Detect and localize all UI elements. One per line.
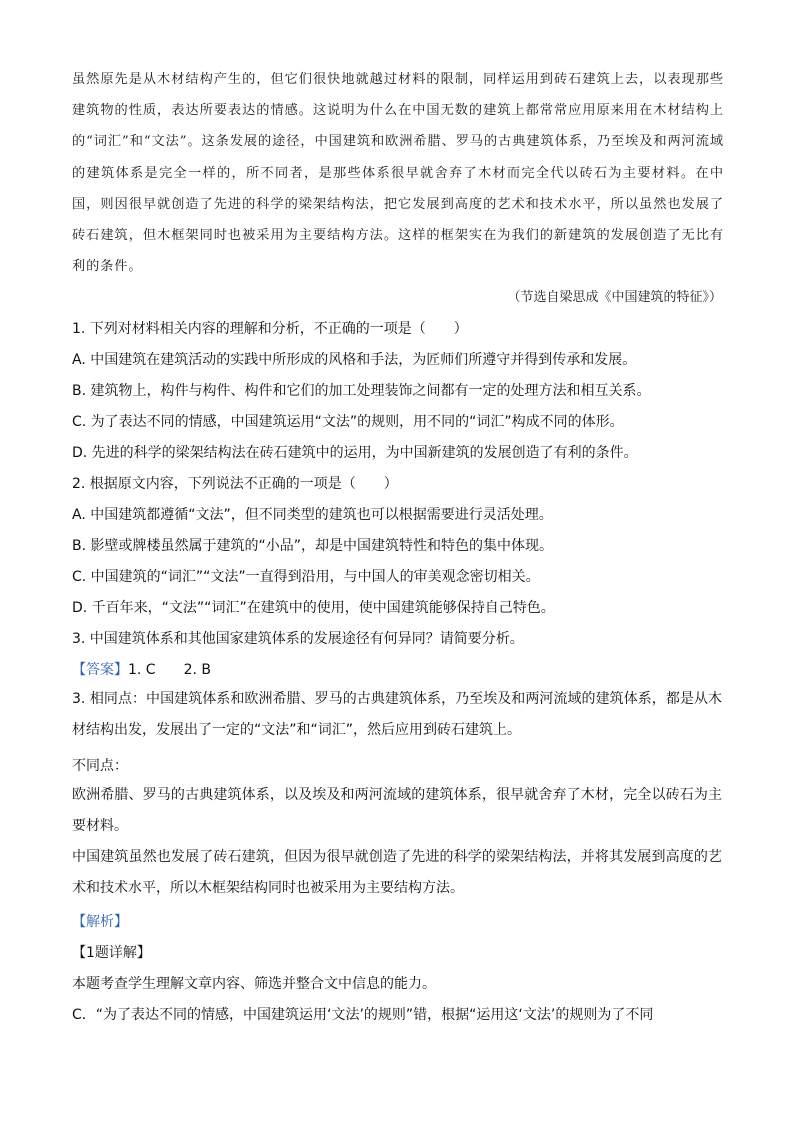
question-1-option-c: C. 为了表达不同的情感，中国建筑运用“文法”的规则，用不同的“词汇”构成不同的体形。 <box>72 414 624 430</box>
answer-values: 1. C 2. B <box>128 662 211 678</box>
question-2-stem: 2. 根据原文内容，下列说法不正确的一项是（ ） <box>72 476 398 492</box>
analysis-option-c: C．“为了表达不同的情感，中国建筑运用‘文法’的规则”错，根据“运用这‘文法’的规则为了不同 <box>72 1007 654 1023</box>
question-2-option-d: D. 千百年来，“文法”“词汇”在建筑中的使用，使中国建筑能够保持自己特色。 <box>72 600 555 616</box>
question-2-option-c: C. 中国建筑的“词汇”“文法”一直得到沿用，与中国人的审美观念密切相关。 <box>72 569 540 585</box>
answer-differences-title: 不同点： <box>72 758 128 774</box>
answer-similarities: 3. 相同点：中国建筑体系和欧洲希腊、罗马的古典建筑体系，乃至埃及和两河流域的建筑体系，都是从木材结构出发，发展出了一定的“文法”和“词汇”，然后应用到砖石建筑上。 <box>72 691 722 738</box>
passage-source: （节选自梁思成《中国建筑的特征》） <box>507 290 722 305</box>
question-1-option-a: A. 中国建筑在建筑活动的实践中所形成的风格和手法，为匠师们所遵守并得到传承和发展。 <box>72 352 637 368</box>
question-1-option-d: D. 先进的科学的梁架结构法在砖石建筑中的运用，为中国新建筑的发展创造了有利的条件。 <box>72 445 638 461</box>
answer-difference-1: 欧洲希腊、罗马的古典建筑体系，以及埃及和两河流域的建筑体系，很早就舍弃了木材，完全以砖石为主要材料。 <box>72 787 722 834</box>
analysis-intro: 本题考查学生理解文章内容、筛选并整合文中信息的能力。 <box>72 976 436 992</box>
answer-difference-2: 中国建筑虽然也发展了砖石建筑，但因为很早就创造了先进的科学的梁架结构法，并将其发展到高度的艺术和技术水平，所以木框架结构同时也被采用为主要结构方法。 <box>72 849 722 896</box>
answer-row <box>72 659 211 679</box>
passage-text: 虽然原先是从木材结构产生的，但它们很快地就越过材料的限制，同样运用到砖石建筑上去，以表现那些建筑物的性质，表达所要表达的情感。这说明为什么在中国无数的建筑上都常常应用原来用在木材结构上的“词汇”和“文法”。这条发展的途径，中国建筑和欧洲希腊、罗马的古典建筑体系，乃至埃及和两河流域的建筑体系是完全一样的，所不同者，是那些体系很早就舍弃了木材而完全代以砖石为主要材料。在中国，则因很早就创造了先进的科学的梁架结构法，把它发展到高度的艺术和技术水平，所以虽然也发展了砖石建筑，但木框架同时也被采用为主要结构方法。这样的框架实在为我们的新建筑的发展创造了无比有利的条件。 <box>72 72 724 275</box>
analysis-label: 【解析】 <box>72 914 128 930</box>
question-1-stem: 1. 下列对材料相关内容的理解和分析，不正确的一项是（ ） <box>72 321 468 337</box>
question-3-stem: 3. 中国建筑体系和其他国家建筑体系的发展途径有何异同？请简要分析。 <box>72 631 524 647</box>
question-2-option-a: A. 中国建筑都遵循“文法”，但不同类型的建筑也可以根据需要进行灵活处理。 <box>72 507 553 523</box>
answer-label: 【答案】 <box>72 662 128 678</box>
question-1-option-b: B. 建筑物上，构件与构件、构件和它们的加工处理装饰之间都有一定的处理方法和相互关系。 <box>72 383 651 399</box>
question-2-option-b: B. 影壁或牌楼虽然属于建筑的“小品”，却是中国建筑特性和特色的集中体现。 <box>72 538 554 554</box>
analysis-detail-title: 【1题详解】 <box>72 945 151 961</box>
